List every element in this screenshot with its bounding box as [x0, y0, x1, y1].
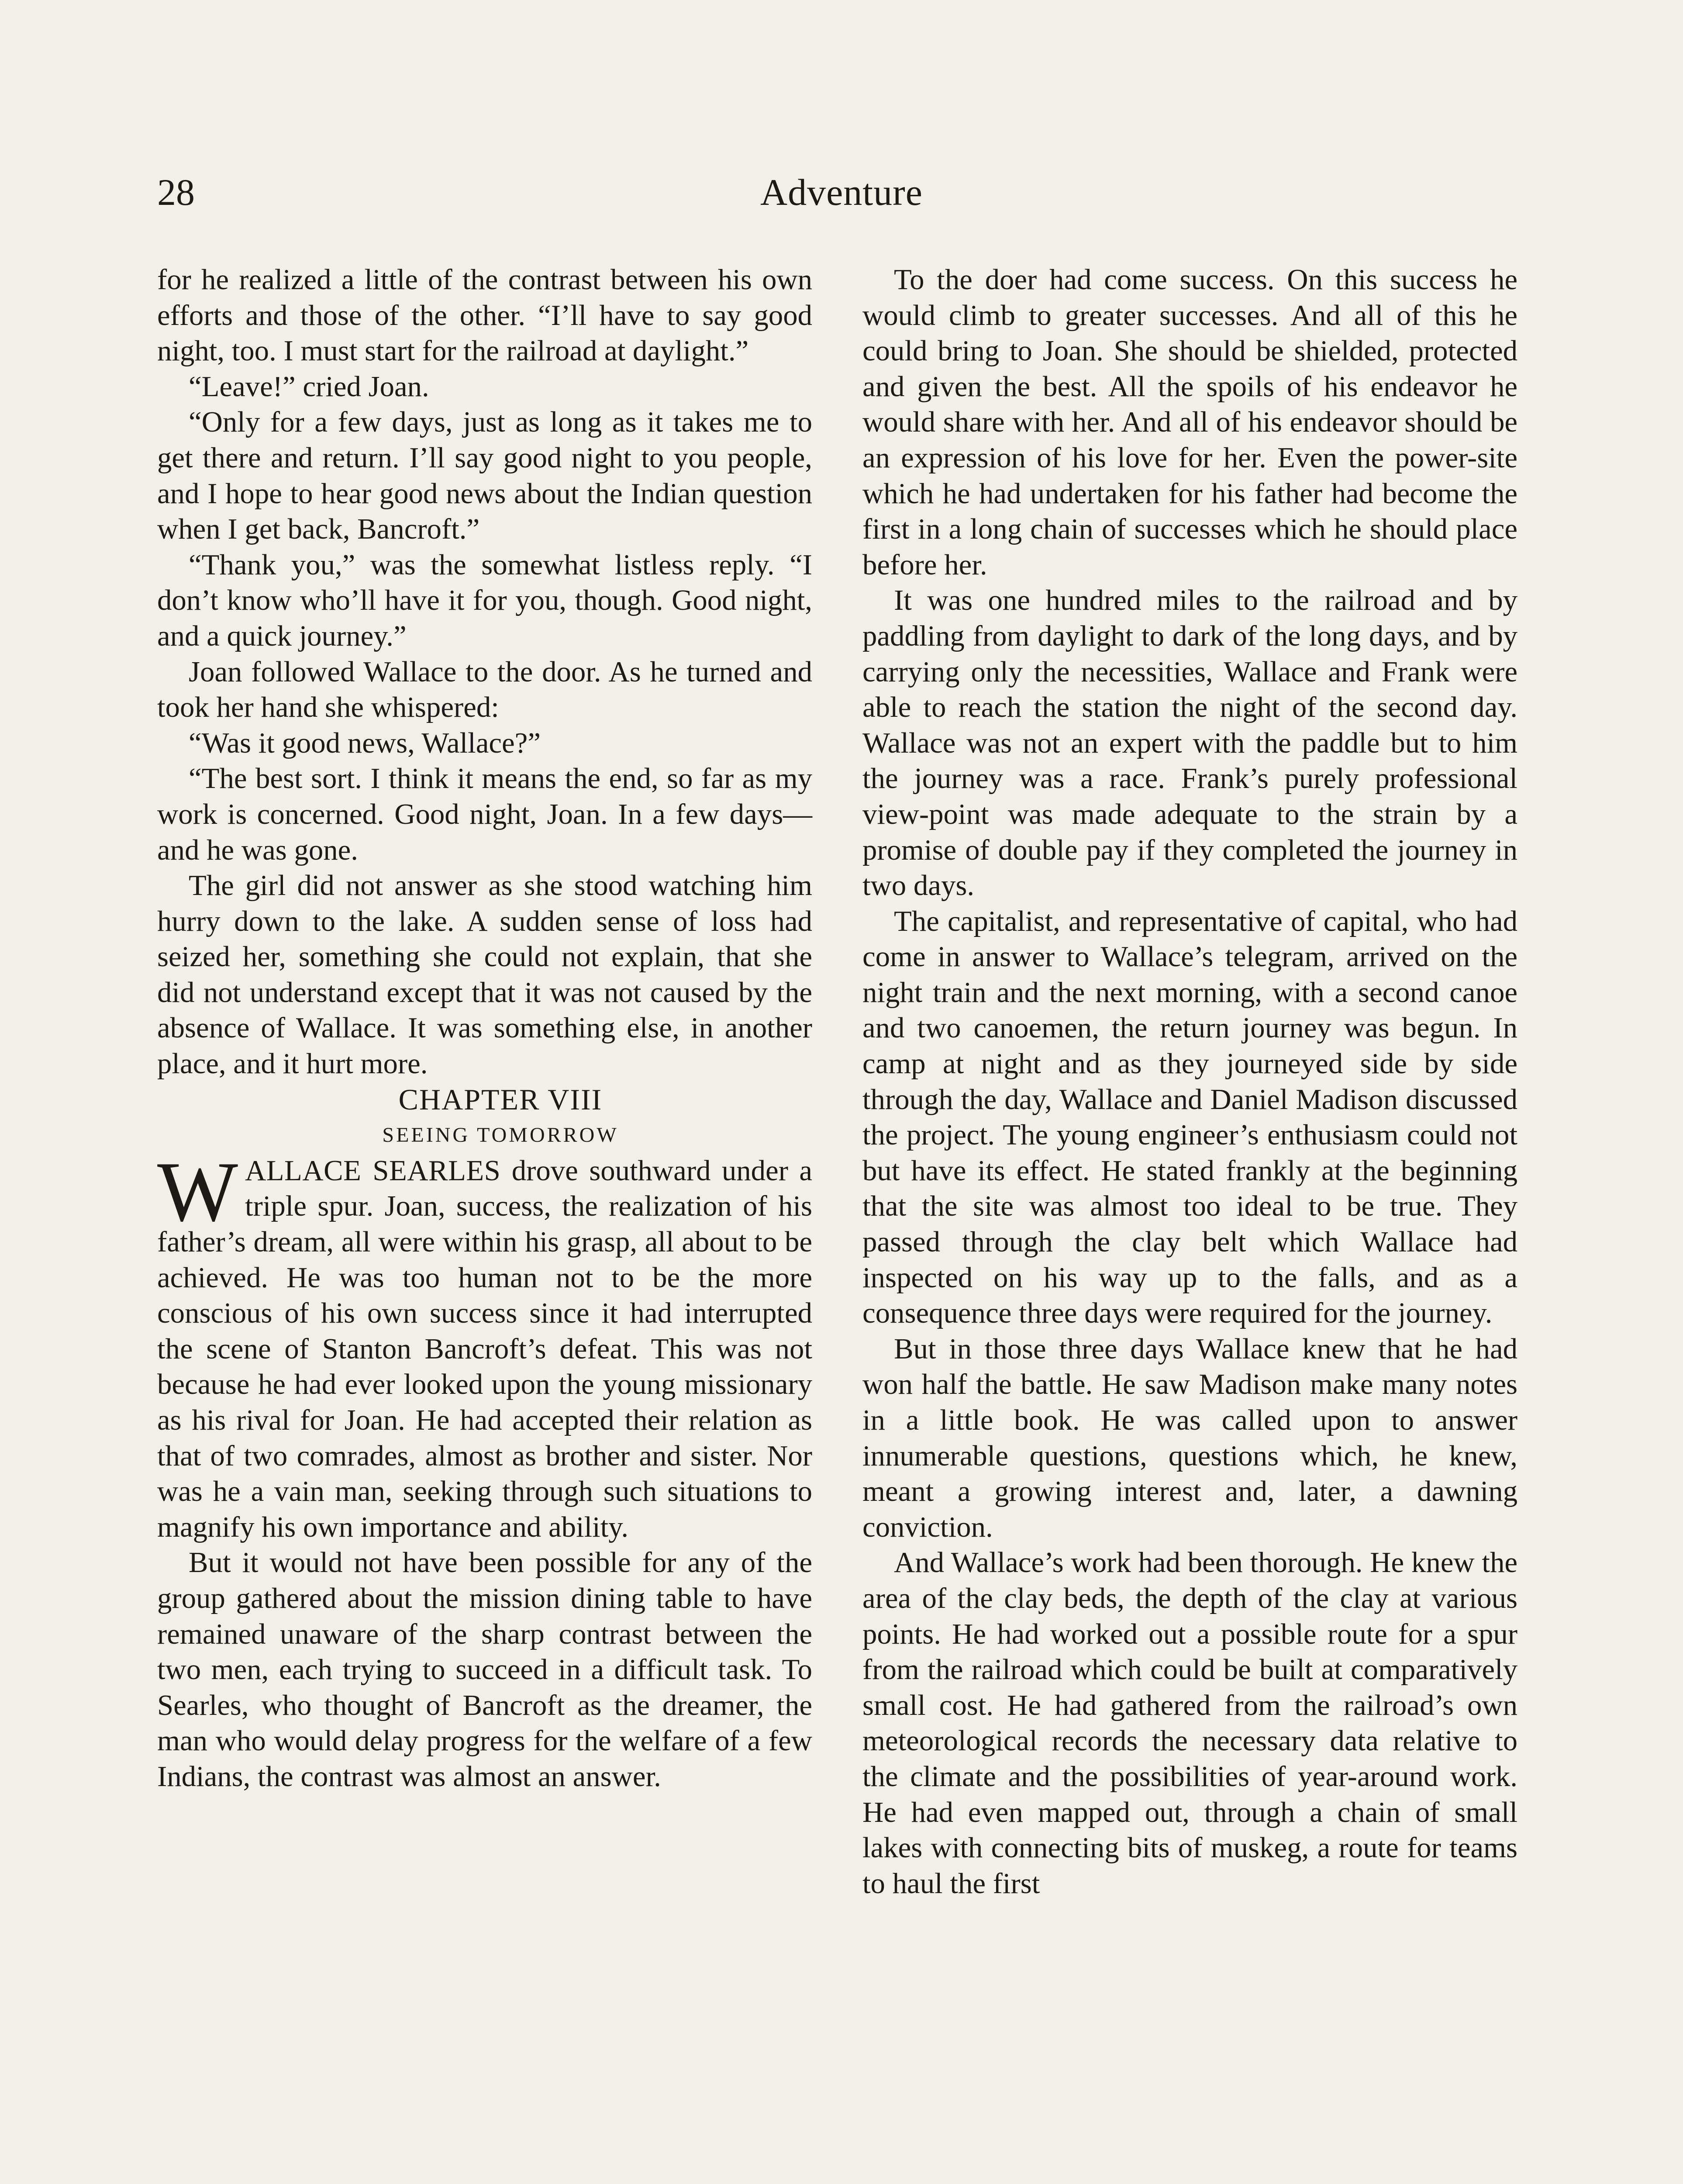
- paragraph: “The best sort. I think it means the end, so far as my work is concerned. Good night, Joan. In a few days—and he was gone.: [157, 762, 812, 866]
- right-column: [862, 262, 1517, 1901]
- paragraph: The girl did not answer as she stood watching him hurry down to the lake. A sudden sense of loss had seized her, something she could not explain, that she did not understand except that it was not caused by the absence of Wallace. It was something else, in another place, and it hurt more.: [157, 869, 812, 1080]
- running-head: Adventure: [760, 171, 923, 213]
- paragraph: “Only for a few days, just as long as it takes me to get there and return. I’ll say good night to you people, and I hope to hear good news about the Indian question when I get back, Bancroft.”: [157, 406, 812, 546]
- paragraph: for he realized a little of the contrast between his own efforts and those of the other. “I’ll have to say good night, too. I must start for the railroad at daylight.”: [157, 263, 812, 367]
- paragraph: But it would not have been possible for any of the group gathered about the mission dining table to have remained unaware of the sharp contrast between the two men, each trying to succeed in a difficult task. To Searles, who thought of Bancroft as the dreamer, the man who would delay progress for the welfare of a few Indians, the contrast was almost an answer.: [157, 1546, 812, 1793]
- left-column: [157, 262, 812, 1795]
- paragraph: “Was it good news, Wallace?”: [189, 726, 541, 759]
- paragraph: Joan followed Wallace to the door. As he turned and took her hand she whispered:: [157, 655, 812, 724]
- drop-cap: W: [157, 1144, 238, 1239]
- paragraph: “Thank you,” was the somewhat listless reply. “I don’t know who’ll have it for you, though. Good night, and a quick journey.”: [157, 548, 812, 652]
- opening-words: ALLACE SEARLES: [245, 1154, 501, 1187]
- paragraph: And Wallace’s work had been thorough. He knew the area of the clay beds, the depth of the clay at various points. He had worked out a possible route for a spur from the railroad which could be built at comparatively small cost. He had gathered from the railroad’s own meteorological records the necessary data relative to the climate and the possibilities of year-around work. He had even mapped out, through a chain of small lakes with connecting bits of muskeg, a route for teams to haul the first: [862, 1546, 1517, 1900]
- paragraph: It was one hundred miles to the railroad and by paddling from daylight to dark of the long days, and by carrying only the necessities, Wallace and Frank were able to reach the station the night of the second day. Wallace was not an expert with the paddle but to him the journey was a race. Frank’s purely professional view-point was made adequate to the strain by a promise of double pay if they completed the journey in two days.: [862, 584, 1517, 902]
- chapter-subtitle: SEEING TOMORROW: [382, 1123, 619, 1147]
- opening-paragraph: [157, 1144, 812, 1545]
- chapter-title: CHAPTER VIII: [398, 1082, 603, 1116]
- page-number: 28: [157, 171, 195, 213]
- paragraph: “Leave!” cried Joan.: [189, 370, 429, 403]
- paragraph: But in those three days Wallace knew that he had won half the battle. He saw Madison make many notes in a little book. He was called upon to answer innumerable questions, questions which, he knew, meant a growing interest and, later, a dawning conviction.: [862, 1332, 1517, 1543]
- page-header: [157, 170, 1526, 232]
- paragraph: To the doer had come success. On this success he would climb to greater successes. And all of this he could bring to Joan. She should be shielded, protected and given the best. All the spoils of his endeavor he would share with her. And all of his endeavor should be an expression of his love for her. Even the power-site which he had undertaken for his father had become the first in a long chain of successes which he should place before her.: [862, 263, 1517, 581]
- opening-text: drove southward under a triple spur. Joan, success, the realization of his father’s dream, all were within his grasp, all about to be achieved. He was too human not to be the more conscious of his own success since it had interrupted the scene of Stanton Bancroft’s defeat. This was not because he had ever looked upon the young missionary as his rival for Joan. He had accepted their relation as that of two comrades, almost as brother and sister. Nor was he a vain man, seeking through such situations to magnify his own importance and ability.: [157, 1154, 812, 1543]
- paragraph: The capitalist, and representative of capital, who had come in answer to Wallace’s telegram, arrived on the night train and the next morning, with a second canoe and two canoemen, the return journey was begun. In camp at night and as they journeyed side by side through the day, Wallace and Daniel Madison discussed the project. The young engineer’s enthusiasm could not but have its effect. He stated frankly at the beginning that the site was almost too ideal to be true. They passed through the clay belt which Wallace had inspected on his way up to the falls, and as a consequence three days were required for the journey.: [862, 905, 1517, 1330]
